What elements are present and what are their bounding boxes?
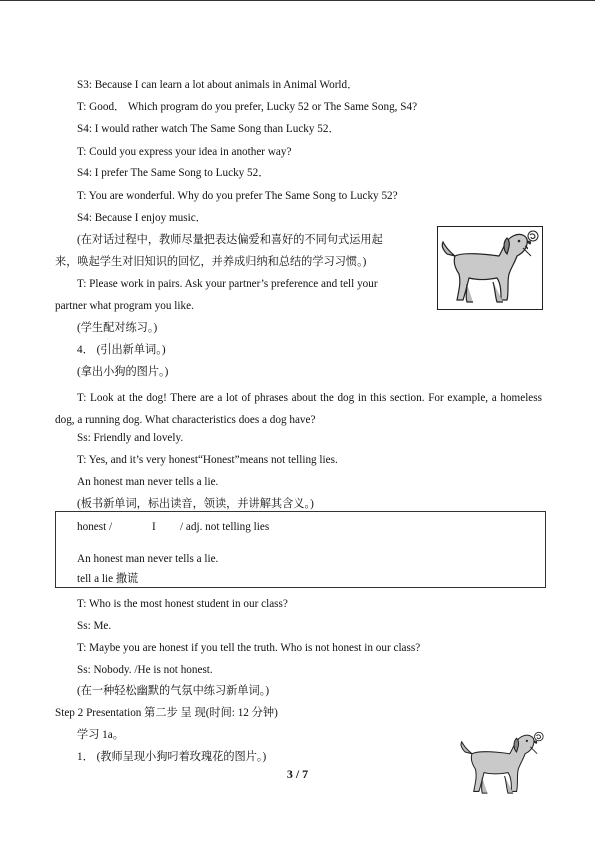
top-rule — [0, 0, 595, 1]
page-number: 3 / 7 — [286, 767, 309, 781]
vocab-phonetic: I — [152, 521, 156, 533]
vocab-example: An honest man never tells a lie. — [77, 553, 219, 565]
vocab-phrase: tell a lie 撒谎 — [77, 573, 139, 585]
dialog-line-ss1: Ss: Friendly and lovely. — [77, 432, 184, 444]
study-1a-line: 学习 1a。 — [77, 729, 124, 741]
teaching-note-4: (板书新单词，标出读音，领读，并讲解其含义。) — [77, 498, 314, 510]
dialog-line-t2: T: Could you express your idea in another way? — [77, 146, 292, 158]
vocab-word: honest / — [77, 521, 113, 533]
dog-icon — [461, 735, 534, 793]
dialog-line-t4b: partner what program you like. — [55, 300, 194, 312]
dialog-line-ss2: Ss: Me. — [77, 620, 112, 632]
vocab-definition: / adj. not telling lies — [180, 521, 270, 533]
dialog-line-t7: T: Who is the most honest student in our class? — [77, 598, 288, 610]
dog-with-rose-illustration — [437, 226, 543, 310]
teaching-note-1b: 来，唤起学生对旧知识的回忆，并养成归纳和总结的学习习惯。) — [55, 256, 367, 268]
teaching-note-2: (学生配对练习。) — [77, 322, 158, 334]
teaching-note-3: (拿出小狗的图片。) — [77, 366, 169, 378]
dialog-line-s4c: S4: Because I enjoy music． — [77, 212, 207, 224]
dog-with-rose-illustration-2 — [456, 728, 548, 800]
dialog-line-s4a: S4: I would rather watch The Same Song than Lucky 52． — [77, 123, 340, 135]
dialog-line-t5: T: Look at the dog! There are a lot of phrases about the dog in this section. For example, a homeless dog, a running dog. What characteristics does a dog have? — [55, 392, 542, 426]
dialog-line-ss3: Ss: Nobody. /He is not honest. — [77, 664, 213, 676]
teaching-note-1a: (在对话过程中，教师尽量把表达偏爱和喜好的不同句式运用起 — [77, 234, 383, 246]
step-2-heading: Step 2 Presentation 第二步 呈 现(时间: 12 分钟) — [55, 707, 278, 719]
example-sentence: An honest man never tells a lie. — [77, 476, 219, 488]
teaching-note-5: (在一种轻松幽默的气氛中练习新单词。) — [77, 685, 270, 697]
dialog-line-t1: T: Good． Which program do you prefer, Lucky 52 or The Same Song, S4? — [77, 101, 418, 113]
dialog-line-t3: T: You are wonderful. Why do you prefer The Same Song to Lucky 52? — [77, 190, 398, 202]
dialog-line-s3: S3: Because I can learn a lot about animals in Animal World． — [77, 79, 359, 91]
dialog-line-t6: T: Yes, and it’s very honest“Honest”means not telling lies. — [77, 454, 338, 466]
dialog-line-s4b: S4: I prefer The Same Song to Lucky 52． — [77, 167, 270, 179]
dialog-line-t8: T: Maybe you are honest if you tell the truth. Who is not honest in our class? — [77, 642, 421, 654]
step-item-1: 1． (教师呈现小狗叼着玫瑰花的图片。) — [77, 751, 267, 763]
dialog-line-t4a: T: Please work in pairs. Ask your partner’s preference and tell your — [77, 278, 378, 290]
step-item-4: 4． (引出新单词。) — [77, 344, 166, 356]
